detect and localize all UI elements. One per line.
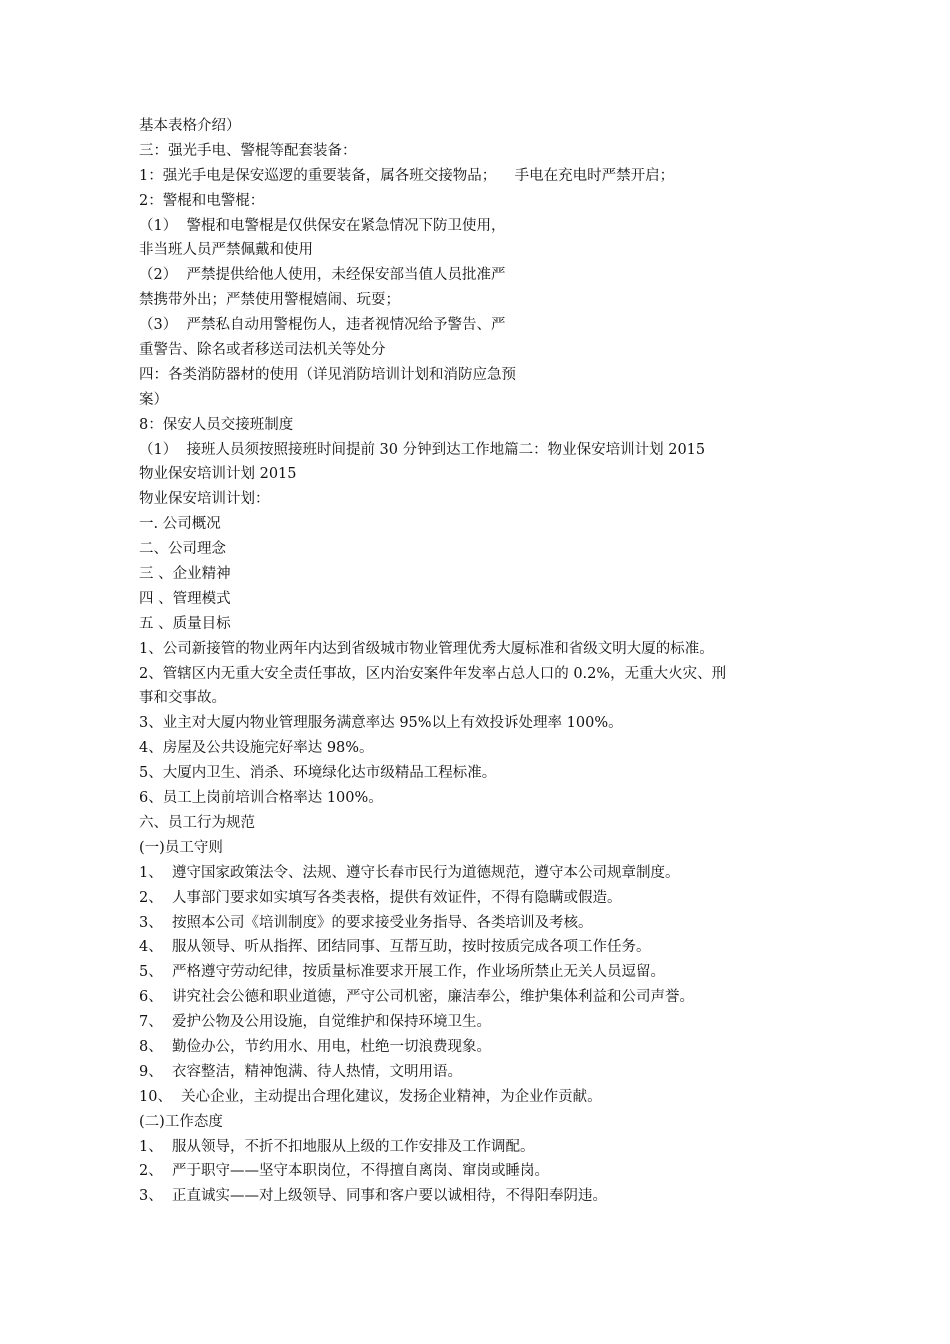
document-body xyxy=(139,114,829,1209)
section-heading: 四：各类消防器材的使用（详见消防培训计划和消防应急预 xyxy=(139,366,516,383)
text-line: 物业保安培训计划： xyxy=(139,491,270,508)
text-line: 基本表格介绍） xyxy=(139,118,241,134)
list-item: 2、 严于职守——坚守本职岗位，不得擅自离岗、窜岗或睡岗。 xyxy=(139,1163,549,1180)
list-item: 8、 勤俭办公，节约用水、用电，杜绝一切浪费现象。 xyxy=(139,1038,491,1055)
text-line: 非当班人员严禁佩戴和使用 xyxy=(139,242,313,259)
text-line: 2：警棍和电警棍： xyxy=(139,192,265,209)
section-heading: 六、员工行为规范 xyxy=(139,814,255,831)
text-line: 禁携带外出；严禁使用警棍嬉闹、玩耍； xyxy=(139,292,400,309)
text-line: 事和交事故。 xyxy=(139,690,226,707)
text-line: 案） xyxy=(139,391,168,408)
text-line: 重警告、除名或者移送司法机关等处分 xyxy=(139,342,386,359)
list-item: 4、房屋及公共设施完好率达 98%。 xyxy=(139,740,374,757)
list-item: 3、 按照本公司《培训制度》的要求接受业务指导、各类培训及考核。 xyxy=(139,914,593,931)
section-heading: 一. 公司概况 xyxy=(139,516,221,533)
list-item: 1、公司新接管的物业两年内达到省级城市物业管理优秀大厦标准和省级文明大厦的标准。 xyxy=(139,640,714,657)
list-item: 2、 人事部门要求如实填写各类表格，提供有效证件，不得有隐瞒或假造。 xyxy=(139,889,622,906)
list-item: 2、管辖区内无重大安全责任事故，区内治安案件年发率占总人口的 0.2%，无重大火灾、刑 xyxy=(139,665,727,682)
list-item: 1、 遵守国家政策法令、法规、遵守长春市民行为道德规范，遵守本公司规章制度。 xyxy=(139,864,680,881)
text-line: （2） 严禁提供给他人使用，未经保安部当值人员批准严 xyxy=(139,267,506,284)
list-item: 3、 正直诚实——对上级领导、同事和客户要以诚相待，不得阳奉阴违。 xyxy=(139,1188,607,1205)
section-heading: 三：强光手电、警棍等配套装备： xyxy=(139,142,357,159)
list-item: 4、 服从领导、听从指挥、团结同事、互帮互助，按时按质完成各项工作任务。 xyxy=(139,939,651,956)
list-item: 3、业主对大厦内物业管理服务满意率达 95%以上有效投诉处理率 100%。 xyxy=(139,715,623,732)
list-item: 7、 爱护公物及公用设施，自觉维护和保持环境卫生。 xyxy=(139,1014,491,1031)
list-item: 5、 严格遵守劳动纪律，按质量标准要求开展工作，作业场所禁止无关人员逗留。 xyxy=(139,964,665,981)
list-item: 1、 服从领导，不折不扣地服从上级的工作安排及工作调配。 xyxy=(139,1138,535,1155)
document-title: 物业保安培训计划 2015 xyxy=(139,466,297,483)
text-line: （1） 接班人员须按照接班时间提前 30 分钟到达工作地篇二：物业保安培训计划 2015 xyxy=(139,441,706,458)
text-line: （1） 警棍和电警棍是仅供保安在紧急情况下防卫使用， xyxy=(139,217,506,234)
section-heading: 五 、质量目标 xyxy=(139,615,231,632)
subsection-heading: (二)工作态度 xyxy=(139,1113,223,1130)
section-heading: 三 、企业精神 xyxy=(139,566,231,583)
subsection-heading: (一)员工守则 xyxy=(139,839,223,856)
list-item: 6、 讲究社会公德和职业道德，严守公司机密，廉洁奉公，维护集体利益和公司声誉。 xyxy=(139,989,694,1006)
section-heading: 二、公司理念 xyxy=(139,541,226,558)
list-item: 6、员工上岗前培训合格率达 100%。 xyxy=(139,790,383,807)
text-line: （3） 严禁私自动用警棍伤人，违者视情况给予警告、严 xyxy=(139,317,506,334)
list-item: 5、大厦内卫生、消杀、环境绿化达市级精品工程标准。 xyxy=(139,765,497,782)
section-heading: 四 、管理模式 xyxy=(139,590,231,607)
section-heading: 8：保安人员交接班制度 xyxy=(139,416,294,433)
text-line: 1：强光手电是保安巡逻的重要装备，属各班交接物品； 手电在充电时严禁开启； xyxy=(139,167,675,184)
list-item: 9、 衣容整洁，精神饱满、待人热情，文明用语。 xyxy=(139,1063,462,1080)
list-item: 10、 关心企业，主动提出合理化建议，发扬企业精神，为企业作贡献。 xyxy=(139,1088,602,1105)
